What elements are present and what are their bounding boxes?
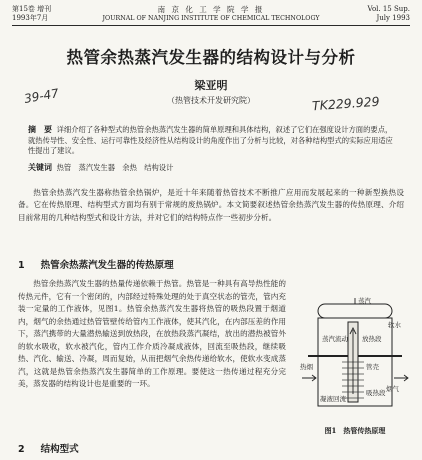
issue-label: 第15卷 增刊: [12, 5, 52, 13]
heat-pipe-diagram: [300, 298, 410, 423]
keywords-text: 热管 蒸汽发生器 余热 结构设计: [56, 163, 174, 172]
keywords-label: 关键词: [28, 162, 52, 172]
figure-1-caption: 图1 热管传热原理: [324, 426, 386, 435]
label-steam-flow: 蒸汽流动: [322, 335, 348, 343]
volume-label: Vol. 15 Sup.: [367, 5, 410, 13]
abstract-text: 详细介绍了各种型式的热管余热蒸汽发生器的简单原理和具体结构，叙述了它们在强度设计方面的要点，就热传导性、安全性、运行可靠性及经济性从结构设计的角度作出了分析与比较，对各种结构型式的实际应用适应性提出了建议。: [28, 125, 393, 155]
header-center: [12, 5, 410, 23]
section-2-heading: [18, 441, 95, 455]
figure-1: [300, 298, 410, 438]
section-2-title: 结构型式: [40, 444, 79, 455]
label-tube-shell: 管壳: [366, 363, 379, 371]
abstract-label: 摘 要: [28, 124, 52, 134]
label-absorb-section: 吸热段: [366, 389, 386, 397]
label-hot-gas: 热烟: [300, 363, 313, 371]
author-name: 梁亚明: [194, 79, 228, 92]
section-2-number: 2: [18, 444, 25, 455]
abstract: [28, 124, 393, 157]
keywords: [28, 162, 398, 173]
date-label-cn: 1993年7月: [12, 14, 49, 22]
steam-drum-shape: [318, 304, 392, 318]
gas-out-arrow: [394, 375, 408, 381]
date-label-en: July 1993: [376, 14, 410, 22]
handwritten-note-right: TK229.929: [311, 93, 380, 114]
label-exhaust: 烟气: [386, 385, 399, 393]
gas-in-arrow: [302, 375, 316, 381]
label-release-section: 放热段: [362, 335, 382, 343]
section-1-body: [18, 278, 286, 391]
label-water: 软水: [388, 321, 401, 329]
header-right: [368, 5, 410, 23]
intro-paragraph: 热管余热蒸汽发生器称热管余热锅炉，是近十年来随着热管技术不断推广应用而发展起来的一种新型换热设备。它在传热原理、结构型式方面均有别于常规的废热锅炉。本文简要叙述热管余热蒸汽发生器的传热原理、介绍目前常用的几种结构型式和设计方法，并对它们的结构特点作一些初步分析。: [18, 188, 404, 222]
label-condensate: 凝液回流: [320, 395, 346, 403]
section-1-title: 热管余热蒸汽发生器的传热原理: [40, 260, 174, 271]
running-header: [12, 3, 410, 26]
paper-title: 热管余热蒸汽发生器的结构设计与分析: [66, 48, 356, 67]
section-1-paragraph: 热管余热蒸汽发生器的热量传递依赖于热管。热管是一种具有高导热性能的传热元件，它有一个密闭的，内部经过特殊处理的处于真空状态的管壳，管内充装一定量的工作液体，见图1。热管余热蒸汽发生器将热管的吸热段置于烟道内，烟气的余热通过热管管壁传给管内工作液体，使其汽化，在内部压差的作用下，蒸汽携带的大量潜热输送到放热段，在放热段蒸汽凝结，放出的潜热被管外的软水吸收，软水被汽化，管内工作介质冷凝成液体，回流至吸热段，继续吸热、汽化、输送、冷凝，周而复始，从而把烟气余热传递给软水，使软水变成蒸汽，这就是热管余热蒸汽发生器简单的工作原理。要使这一热传递过程充分完美，蒸发器的结构设计也是重要的一环。: [18, 279, 286, 388]
section-1-number: 1: [18, 260, 25, 271]
handwritten-note-left: 39-47: [23, 86, 60, 106]
journal-name-cn: 南 京 化 工 学 院 学 报: [157, 5, 265, 14]
author-affiliation: （热管技术开发研究院）: [167, 96, 255, 105]
section-1-heading: [18, 257, 190, 271]
label-steam: 蒸汽: [358, 297, 371, 305]
journal-name-en: JOURNAL OF NANJING INSTITUTE OF CHEMICAL TECHNOLOGY: [102, 15, 320, 22]
